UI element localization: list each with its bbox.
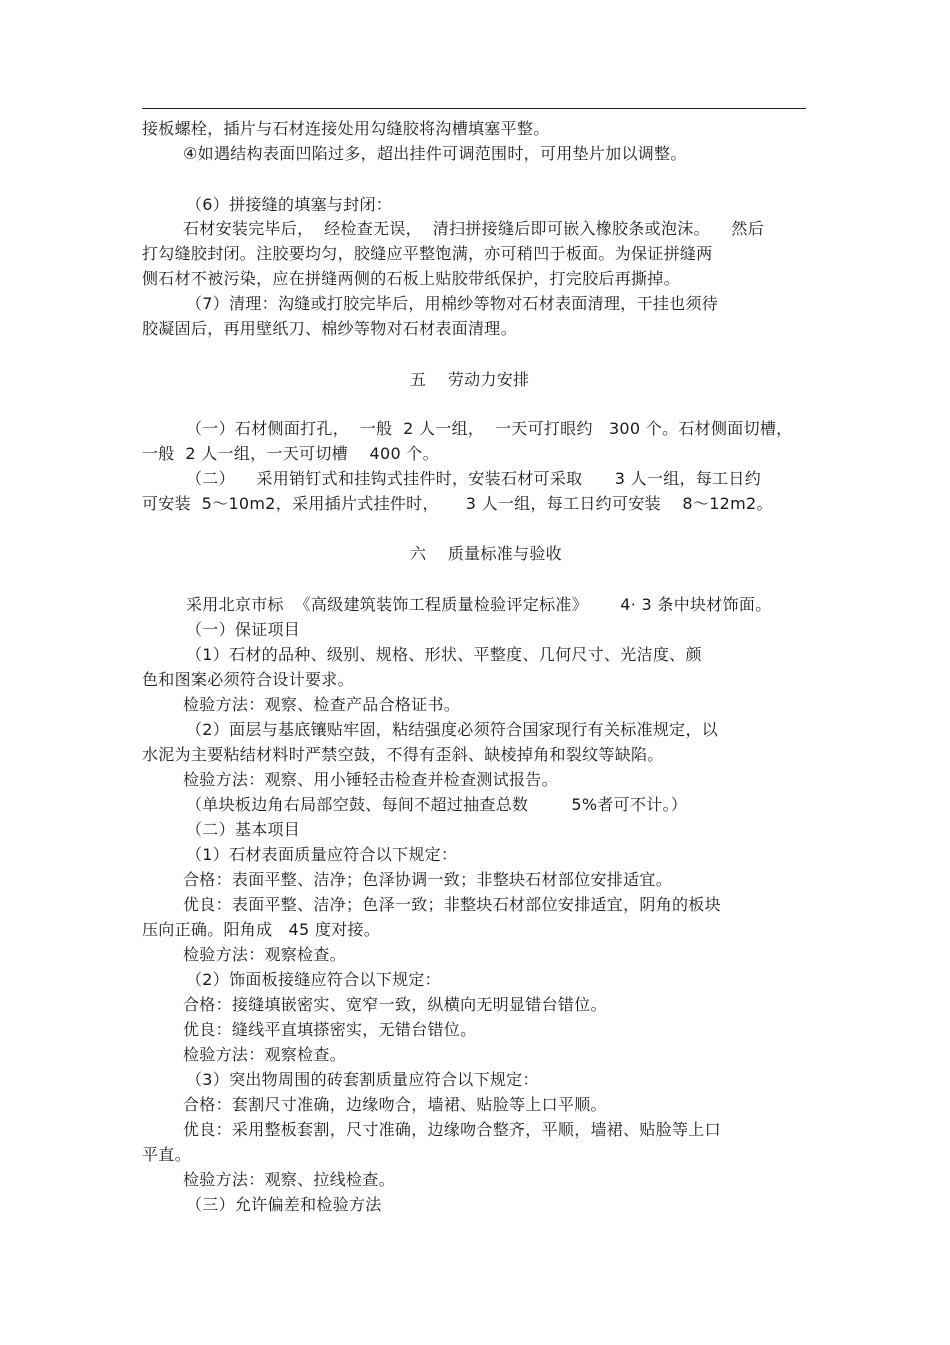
text-line: 合格：接缝填嵌密实、宽窄一致，纵横向无明显错台错位。 — [183, 995, 607, 1014]
text-line: （单块板边角右局部空鼓、每间不超过抽查总数 5%者可不计。） — [186, 795, 688, 814]
text-line: 采用北京市标 《高级建筑装饰工程质量检验评定标准》 4· 3 条中块材饰面。 — [186, 595, 772, 614]
text-line: 打勾缝胶封闭。注胶要均匀，胶缝应平整饱满，亦可稍凹于板面。为保证拼缝两 — [142, 244, 713, 263]
text-line: 水泥为主要粘结材料时严禁空鼓，不得有歪斜、缺棱掉角和裂纹等缺陷。 — [142, 745, 664, 764]
text-line: 可安装 5～10m2，采用插片式挂件时， 3 人一组，每工日约可安装 8～12m2。 — [142, 494, 773, 513]
text-line: 胶凝固后，再用壁纸刀、棉纱等物对石材表面清理。 — [142, 319, 517, 338]
text-line: 压向正确。阳角成 45 度对接。 — [142, 920, 381, 939]
text-line: （二） 采用销钉式和挂钩式挂件时，安装石材可采取 3 人一组，每工日约 — [186, 469, 762, 488]
text-line: （3）突出物周围的砖套割质量应符合以下规定： — [186, 1070, 539, 1089]
text-line: 接板螺栓，插片与石材连接处用勾缝胶将沟槽填塞平整。 — [142, 119, 550, 138]
text-line: （2）面层与基底镶贴牢固，粘结强度必须符合国家现行有关标准规定，以 — [186, 720, 719, 739]
text-line: （7）清理：沟缝或打胶完毕后，用棉纱等物对石材表面清理，干挂也须待 — [186, 294, 719, 313]
text-line: 检验方法：观察、拉线检查。 — [183, 1170, 395, 1189]
text-line: 检验方法：观察、检查产品合格证书。 — [183, 695, 461, 714]
text-line: 合格：表面平整、洁净；色泽协调一致；非整块石材部位安排适宜。 — [183, 870, 673, 889]
section-heading: （6）拼接缝的填塞与封闭： — [186, 195, 393, 214]
text-line: （1）石材表面质量应符合以下规定： — [186, 845, 458, 864]
chapter-heading: 五 劳动力安排 — [410, 370, 530, 389]
text-line: 石材安装完毕后， 经检查无误， 清扫拼接缝后即可嵌入橡胶条或泡沫。 然后 — [183, 219, 764, 238]
text-line: 侧石材不被污染，应在拼缝两侧的石板上贴胶带纸保护，打完胶后再撕掉。 — [142, 269, 680, 288]
text-line: 检验方法：观察检查。 — [183, 945, 347, 964]
text-line: 平直。 — [142, 1145, 191, 1164]
text-line: （二）基本项目 — [186, 820, 301, 839]
text-line: （一）石材侧面打孔， 一般 2 人一组， 一天可打眼约 300 个。石材侧面切槽， — [186, 419, 793, 438]
header-rule — [142, 108, 806, 109]
text-line: 检验方法：观察、用小锤轻击检查并检查测试报告。 — [183, 770, 558, 789]
text-line: 优良：采用整板套割，尺寸准确，边缘吻合整齐，平顺，墙裙、贴脸等上口 — [183, 1120, 721, 1139]
text-line: 一般 2 人一组，一天可切槽 400 个。 — [142, 444, 439, 463]
text-line: （2）饰面板接缝应符合以下规定： — [186, 970, 441, 989]
text-line: 合格：套割尺寸准确，边缘吻合，墙裙、贴脸等上口平顺。 — [183, 1095, 607, 1114]
text-line: ④如遇结构表面凹陷过多，超出挂件可调范围时，可用垫片加以调整。 — [183, 144, 687, 163]
text-line: （一）保证项目 — [186, 620, 301, 639]
text-line: （1）石材的品种、级别、规格、形状、平整度、几何尺寸、光洁度、颜 — [186, 645, 702, 664]
text-line: 色和图案必须符合设计要求。 — [142, 670, 354, 689]
text-line: （三）允许偏差和检验方法 — [186, 1195, 382, 1214]
text-line: 优良：表面平整、洁净；色泽一致；非整块石材部位安排适宜，阴角的板块 — [183, 895, 721, 914]
text-line: 优良：缝线平直填搽密实，无错台错位。 — [183, 1020, 477, 1039]
text-line: 检验方法：观察检查。 — [183, 1045, 347, 1064]
chapter-heading: 六 质量标准与验收 — [410, 544, 562, 563]
